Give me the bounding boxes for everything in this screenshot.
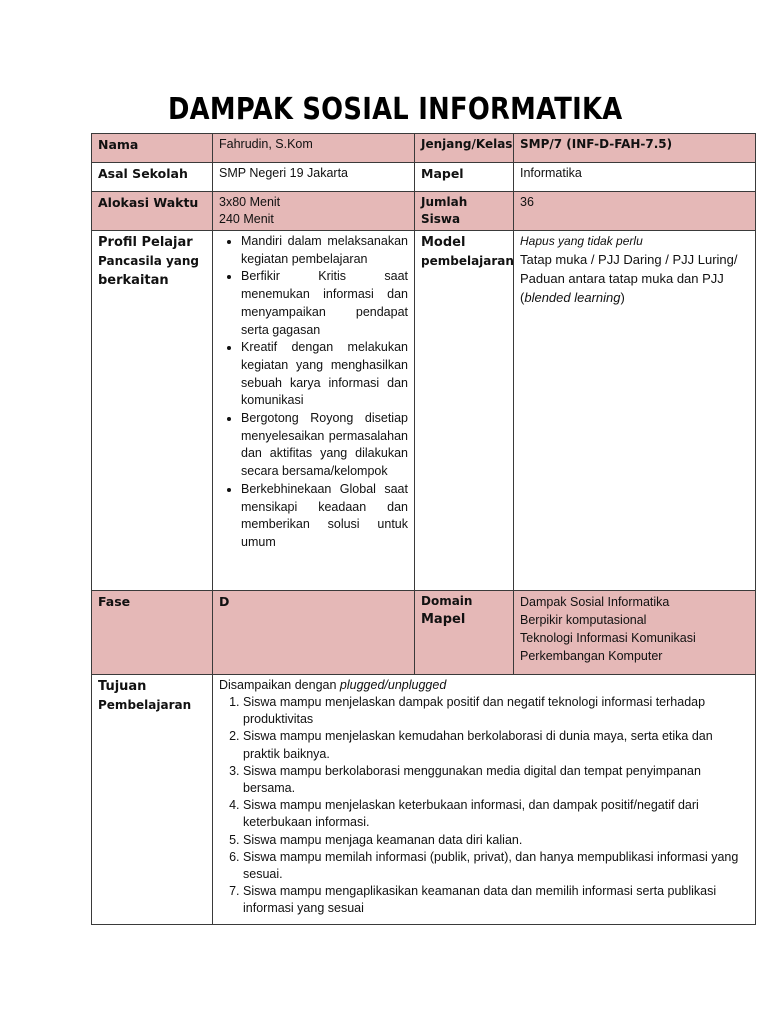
tujuan-list (219, 694, 749, 918)
alokasi-label: Alokasi Waktu (92, 192, 213, 231)
nama-value: Fahrudin, S.Kom (213, 134, 415, 163)
domain-value (514, 591, 756, 675)
domain-item: Perkembangan Komputer (520, 649, 663, 663)
row-alokasi (92, 192, 756, 231)
fase-value: D (213, 591, 415, 675)
tujuan-item: 1. Siswa mampu menjelaskan dampak positif dan negatif teknologi informasi terhadap produktivitas (243, 694, 749, 728)
jumlah-siswa-value: 36 (514, 192, 756, 231)
alokasi-line-1: 3x80 Menit (219, 195, 281, 209)
profil-item: • Berkebhinekaan Global saat mensikapi keadaan dan memberikan solusi untuk umum (241, 481, 408, 552)
profil-label: Profil Pelajar Pancasila yang berkaitan (92, 231, 213, 591)
tujuan-item: 4. Siswa mampu menjelaskan keterbukaan informasi, dan dampak positif/negatif dari keterbukaan informasi. (243, 797, 749, 831)
jenjang-value: SMP/7 (INF-D-FAH-7.5) (514, 134, 756, 163)
lesson-plan-table (91, 133, 756, 925)
tujuan-content (213, 675, 756, 925)
model-note: Hapus yang tidak perlu (520, 234, 643, 248)
domain-item: Dampak Sosial Informatika (520, 595, 670, 609)
tujuan-label: Tujuan Pembelajaran (92, 675, 213, 925)
domain-item: Berpikir komputasional (520, 613, 647, 627)
profil-item: • Berfikir Kritis saat menemukan informasi dan menyampaikan pendapat serta gagasan (241, 268, 408, 339)
tujuan-item: 6. Siswa mampu memilah informasi (publik, privat), dan hanya mempublikasi informasi yang sesuai. (243, 849, 749, 883)
nama-label: Nama (92, 134, 213, 163)
profil-list (219, 233, 408, 552)
tujuan-item: 2. Siswa mampu menjelaskan kemudahan berkolaborasi di dunia maya, serta etika dan praktik baiknya. (243, 728, 749, 762)
tujuan-item: 3. Siswa mampu berkolaborasi menggunakan media digital dan tempat penyimpanan bersama. (243, 763, 749, 797)
sekolah-label: Asal Sekolah (92, 163, 213, 192)
fase-label: Fase (92, 591, 213, 675)
profil-list-cell (213, 231, 415, 591)
sekolah-value: SMP Negeri 19 Jakarta (213, 163, 415, 192)
row-sekolah (92, 163, 756, 192)
row-fase (92, 591, 756, 675)
jumlah-siswa-label: Jumlah Siswa (415, 192, 514, 231)
tujuan-item: 5. Siswa mampu menjaga keamanan data diri kalian. (243, 832, 749, 849)
model-text: Tatap muka / PJJ Daring / PJJ Luring/ Paduan antara tatap muka dan PJJ (blended learning) (520, 252, 738, 305)
model-label: Model pembelajaran (415, 231, 514, 591)
profil-item: • Bergotong Royong disetiap menyelesaikan permasalahan dan aktifitas yang dilakukan secara bersama/kelompok (241, 410, 408, 481)
domain-item: Teknologi Informasi Komunikasi (520, 631, 696, 645)
profil-item: • Mandiri dalam melaksanakan kegiatan pembelajaran (241, 233, 408, 268)
mapel-value: Informatika (514, 163, 756, 192)
row-nama (92, 134, 756, 163)
alokasi-line-2: 240 Menit (219, 212, 274, 226)
domain-label: Domain Mapel (415, 591, 514, 675)
row-tujuan (92, 675, 756, 925)
alokasi-value (213, 192, 415, 231)
tujuan-item: 7. Siswa mampu mengaplikasikan keamanan data dan memilih informasi serta publikasi informasi yang sesuai (243, 883, 749, 917)
tujuan-intro: Disampaikan dengan plugged/unplugged (219, 678, 447, 692)
row-profil (92, 231, 756, 591)
page-title: DAMPAK SOSIAL INFORMATIKA (168, 92, 623, 127)
mapel-label: Mapel (415, 163, 514, 192)
profil-item: • Kreatif dengan melakukan kegiatan yang menghasilkan sebuah karya informasi dan komunikasi (241, 339, 408, 410)
jenjang-label: Jenjang/Kelas (415, 134, 514, 163)
model-value (514, 231, 756, 591)
